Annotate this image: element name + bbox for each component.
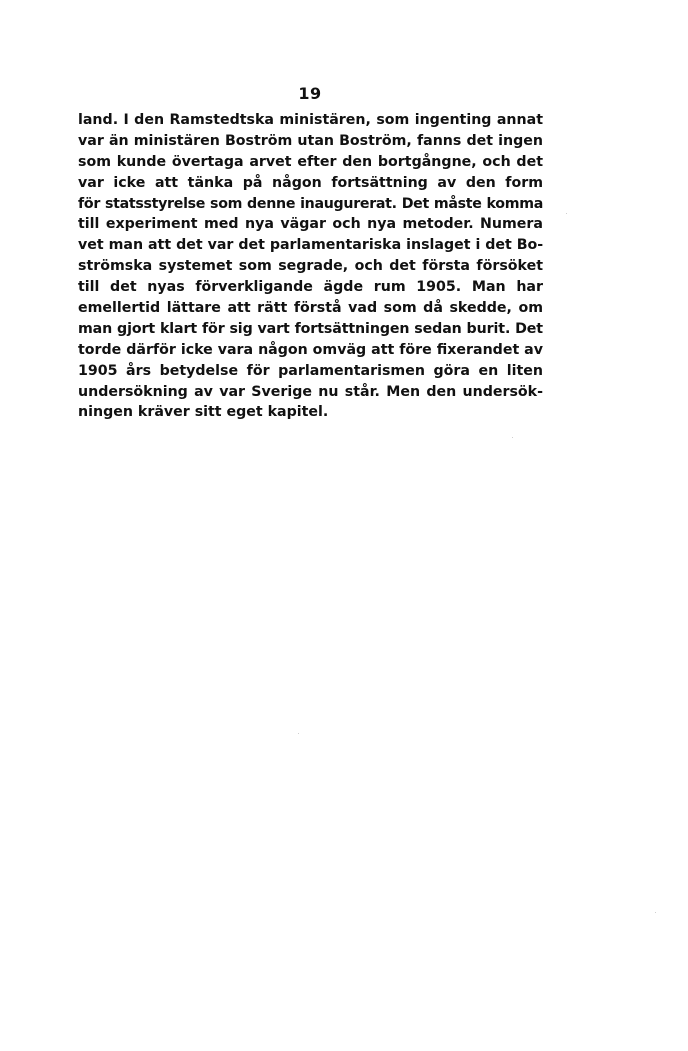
paper-speck xyxy=(298,733,299,734)
text-line: 1905 års betydelse för parlamentarismen göra en liten xyxy=(78,362,543,379)
text-line: till experiment med nya vägar och nya metoder. Numera xyxy=(78,216,543,233)
paper-speck xyxy=(512,437,513,438)
text-line: var än ministären Boström utan Boström, fanns det ingen xyxy=(78,132,543,149)
text-line: undersökning av var Sverige nu står. Men den undersök- xyxy=(78,383,543,400)
text-line: för statsstyrelse som denne inaugurerat. Det måste komma xyxy=(78,195,543,212)
text-line: man gjort klart för sig vart fortsättningen sedan burit. Det xyxy=(78,320,543,337)
text-line: torde därför icke vara någon omväg att före fixerandet av xyxy=(78,341,543,358)
body-paragraph xyxy=(78,110,543,423)
text-line: land. I den Ramstedtska ministären, som ingenting annat xyxy=(78,112,543,128)
text-line: emellertid lättare att rätt förstå vad som då skedde, om xyxy=(78,300,543,317)
page-number: 19 xyxy=(298,84,322,103)
text-line: strömska systemet som segrade, och det första försöket xyxy=(78,258,543,275)
text-line: som kunde övertaga arvet efter den bortgångne, och det xyxy=(78,153,543,170)
text-line: vet man att det var det parlamentariska inslaget i det Bo- xyxy=(78,237,544,254)
text-line: ningen kräver sitt eget kapitel. xyxy=(78,404,329,421)
paper-speck xyxy=(655,912,656,913)
paper-speck xyxy=(566,213,567,214)
text-line: till det nyas förverkligande ägde rum 1905. Man har xyxy=(78,279,543,296)
text-line: var icke att tänka på någon fortsättning av den form xyxy=(78,174,543,191)
